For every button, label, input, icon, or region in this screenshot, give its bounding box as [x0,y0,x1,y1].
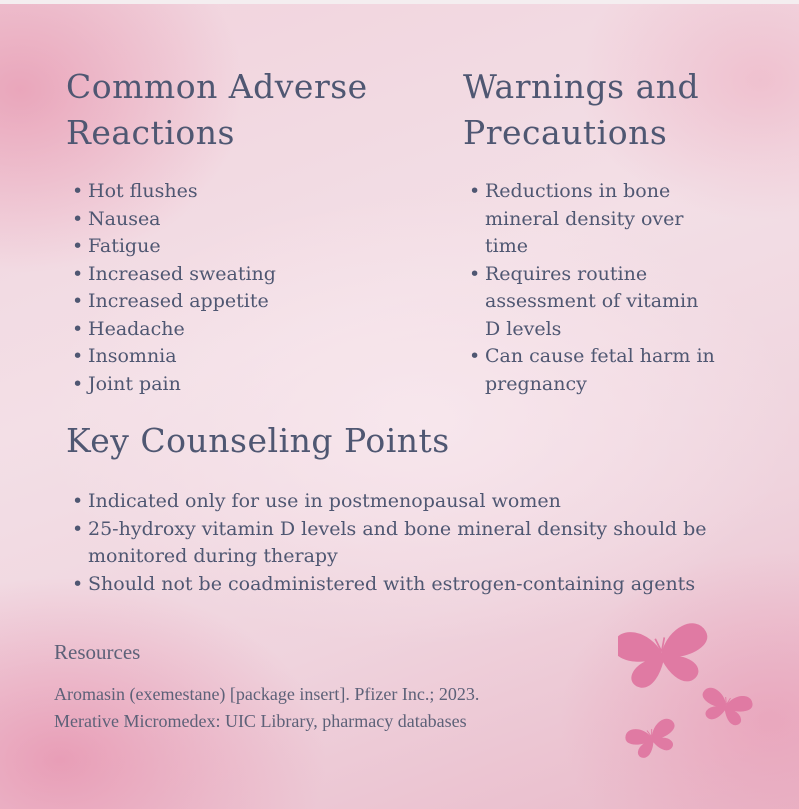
list-item: • Increased appetite [66,288,426,316]
warnings-heading-line2: Precautions [463,113,668,152]
resources-heading: Resources [54,640,141,664]
warnings-heading-line1: Warnings and [463,67,700,106]
butterfly-icon [698,686,754,727]
list-item: • Reductions in bone mineral density over time [463,178,715,261]
list-item: • Requires routine assessment of vitamin D levels [463,261,715,344]
list-item: • Insomnia [66,343,426,371]
resource-citation: Aromasin (exemestane) [package insert]. Pfizer Inc.; 2023. [54,684,480,704]
list-item: • Should not be coadministered with estrogen-containing agents [66,571,728,599]
butterfly-icon [624,717,681,761]
counseling-heading: Key Counseling Points [66,421,450,460]
list-item: • Hot flushes [66,178,426,206]
top-border [0,0,799,4]
adverse-heading-line2: Reactions [66,113,235,152]
adverse-reactions-section [66,64,426,398]
warnings-list [463,178,783,398]
butterfly-icon [618,622,713,690]
list-item: • Fatigue [66,233,426,261]
adverse-heading-line1: Common Adverse [66,67,368,106]
list-item: • Joint pain [66,371,426,399]
resources-section [54,637,654,735]
counseling-section [66,418,766,598]
list-item: • Increased sweating [66,261,426,289]
list-item: • Can cause fetal harm in pregnancy [463,343,715,398]
warnings-heading [463,64,783,156]
list-item: • Indicated only for use in postmenopausal women [66,488,728,516]
adverse-reactions-heading [66,64,426,156]
counseling-list [66,488,766,598]
resource-citation: Merative Micromedex: UIC Library, pharmacy databases [54,711,467,731]
list-item: • Nausea [66,206,426,234]
warnings-section [463,64,783,398]
list-item: • 25-hydroxy vitamin D levels and bone mineral density should be monitored during therapy [66,516,728,571]
adverse-reactions-list [66,178,426,398]
butterflies-decoration [618,610,768,770]
list-item: • Headache [66,316,426,344]
